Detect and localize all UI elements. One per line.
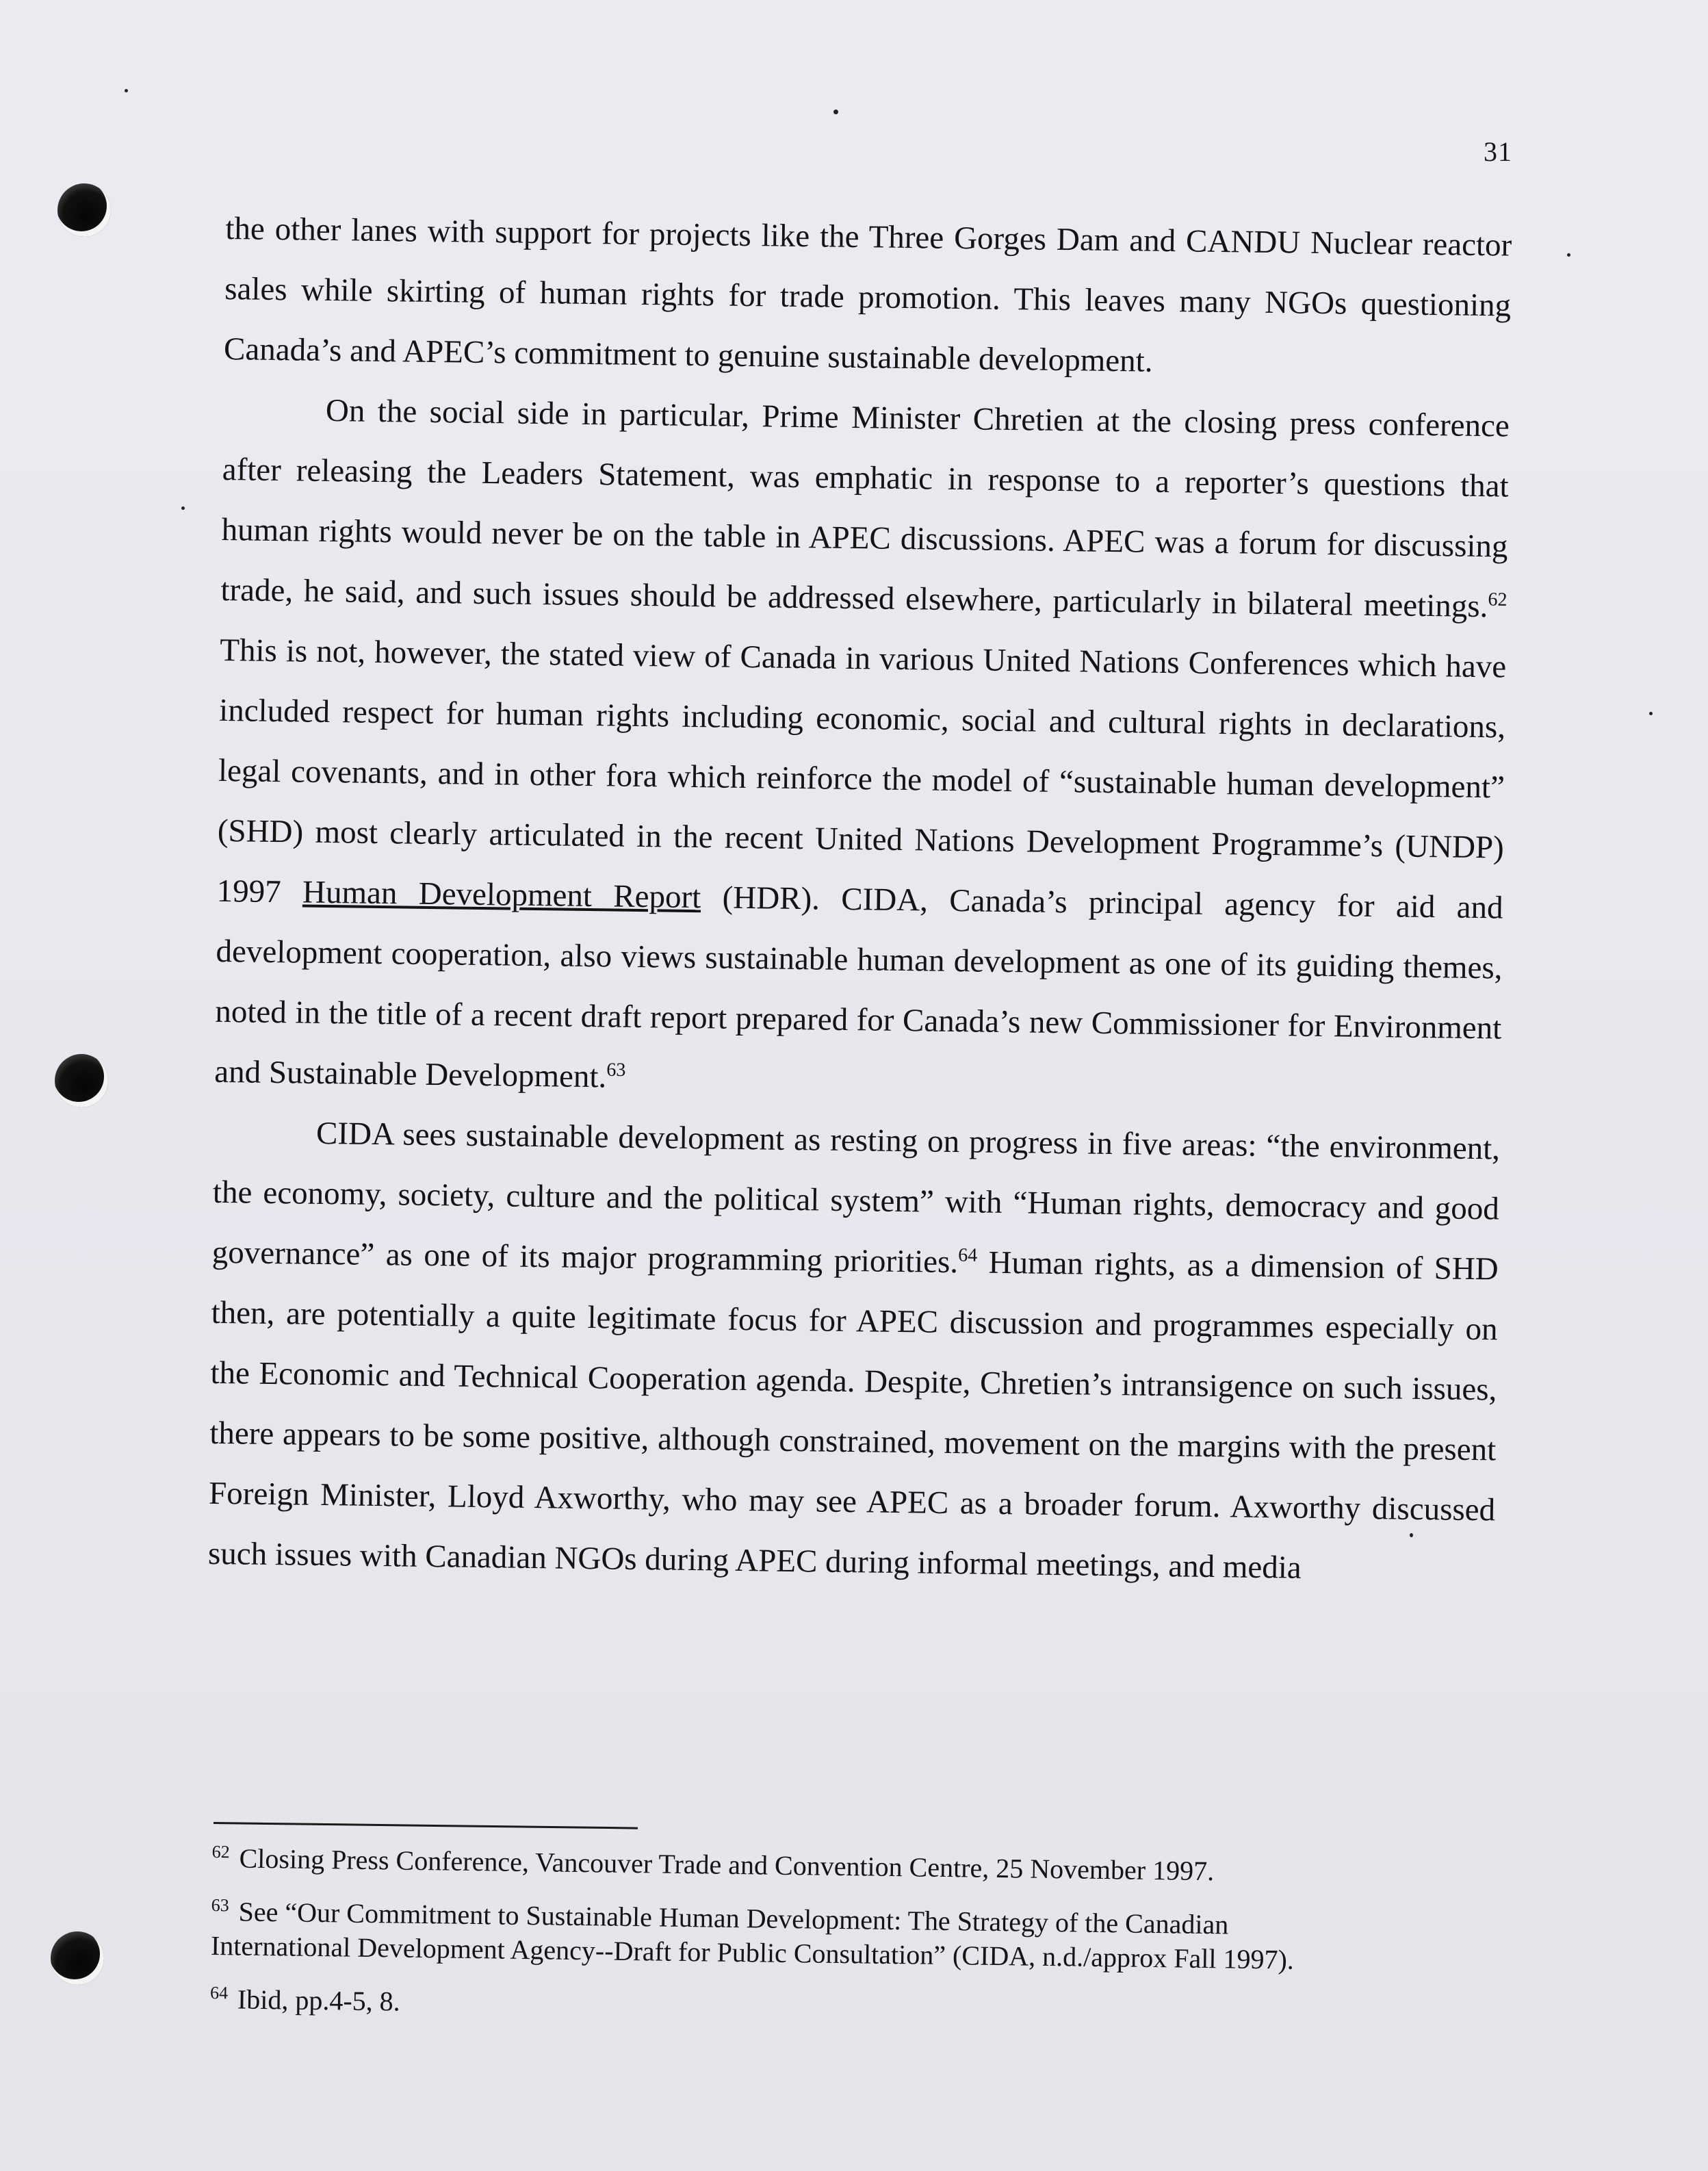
footnote-63-text: See “Our Commitment to Sustainable Human Development: The Strategy of the Canadian	[238, 1896, 1229, 1940]
footnote-62	[211, 1841, 1444, 1892]
scan-speck	[181, 506, 185, 510]
footnote-63-text-cont: International Development Agency--Draft for Public Consultation” (CIDA, n.d./approx Fall 1997).	[210, 1929, 1295, 1975]
scan-speck	[833, 110, 838, 114]
scan-speck	[1567, 253, 1570, 257]
paragraph-2-text-c: (HDR). CIDA, Canada’s principal agency for aid and development cooperation, also views sustainable human development as one of its guiding themes, noted in the title of a recent draft report prepared for Canada’s new Commissioner for Environment and Sustainable Development.	[214, 879, 1503, 1095]
scan-speck	[125, 89, 128, 92]
paragraph-3	[208, 1102, 1501, 1601]
page-number: 31	[1484, 136, 1512, 167]
scan-speck	[1649, 712, 1653, 715]
paragraph-2-text-b: This is not, however, the stated view of Canada in various United Nations Conferences which have included respect for human rights including economic, social and cultural rights in declarations, legal covenants, and in other fora which reinforce the model of “sustainable human development” (SHD) most clearly articulated in the recent United Nations Development Programme’s (UNDP) 1997	[216, 632, 1507, 910]
footnote-62-marker: 62	[211, 1841, 230, 1862]
footnote-63-marker: 63	[211, 1894, 229, 1916]
footnote-ref-64: 64	[958, 1244, 978, 1266]
footnote-63	[211, 1894, 1443, 1979]
footnote-62-text: Closing Press Conference, Vancouver Trade and Convention Centre, 25 November 1997.	[239, 1842, 1215, 1887]
paragraph-3-text-a: CIDA sees sustainable development as resting on progress in five areas: “the environment, the economy, society, culture and the political system” with “Human rights, democracy and good governance” as one of its major programming priorities.	[211, 1115, 1501, 1281]
footnote-ref-63: 63	[606, 1059, 626, 1081]
punch-hole-top	[57, 183, 111, 237]
paragraph-3-text-b: Human rights, as a dimension of SHD then, are potentially a quite legitimate focus for APEC discussion and programmes especially on the Economic and Technical Cooperation agenda. Despite, Chretien’s intransigence on such issues, there appears to be some positive, although constrained, movement on the margins with the present Foreign Minister, Lloyd Axworthy, who may see APEC as a broader forum. Axworthy discussed such issues with Canadian NGOs during APEC during informal meetings, and media	[207, 1244, 1499, 1586]
footnote-64-marker: 64	[209, 1982, 229, 2003]
footnote-separator	[214, 1822, 638, 1829]
paragraph-2-text-a: On the social side in particular, Prime Minister Chretien at the closing press conference after releasing the Leaders Statement, was emphatic in response to a reporter’s questions that human rights would never be on the table in APEC discussions. APEC was a forum for discussing trade, he said, and such issues should be addressed elsewhere, particularly in bilateral meetings.	[220, 392, 1510, 625]
paragraph-1: the other lanes with support for projects like the Three Gorges Dam and CANDU Nuclear reactor sales while skirting of human rights for trade promotion. This leaves many NGOs questioning Canada’s and APEC’s commitment to genuine sustainable development.	[223, 210, 1512, 379]
footnote-ref-62: 62	[1488, 589, 1508, 611]
hdr-title-underlined: Human Development Report	[302, 874, 701, 916]
paragraph-2	[214, 379, 1510, 1119]
footnote-64	[210, 1982, 1442, 2033]
punch-hole-middle	[55, 1054, 108, 1107]
body-text	[208, 198, 1512, 1600]
footnotes	[209, 1841, 1444, 2052]
footnote-64-text: Ibid, pp.4-5, 8.	[237, 1983, 401, 2017]
punch-hole-bottom	[51, 1931, 104, 1985]
